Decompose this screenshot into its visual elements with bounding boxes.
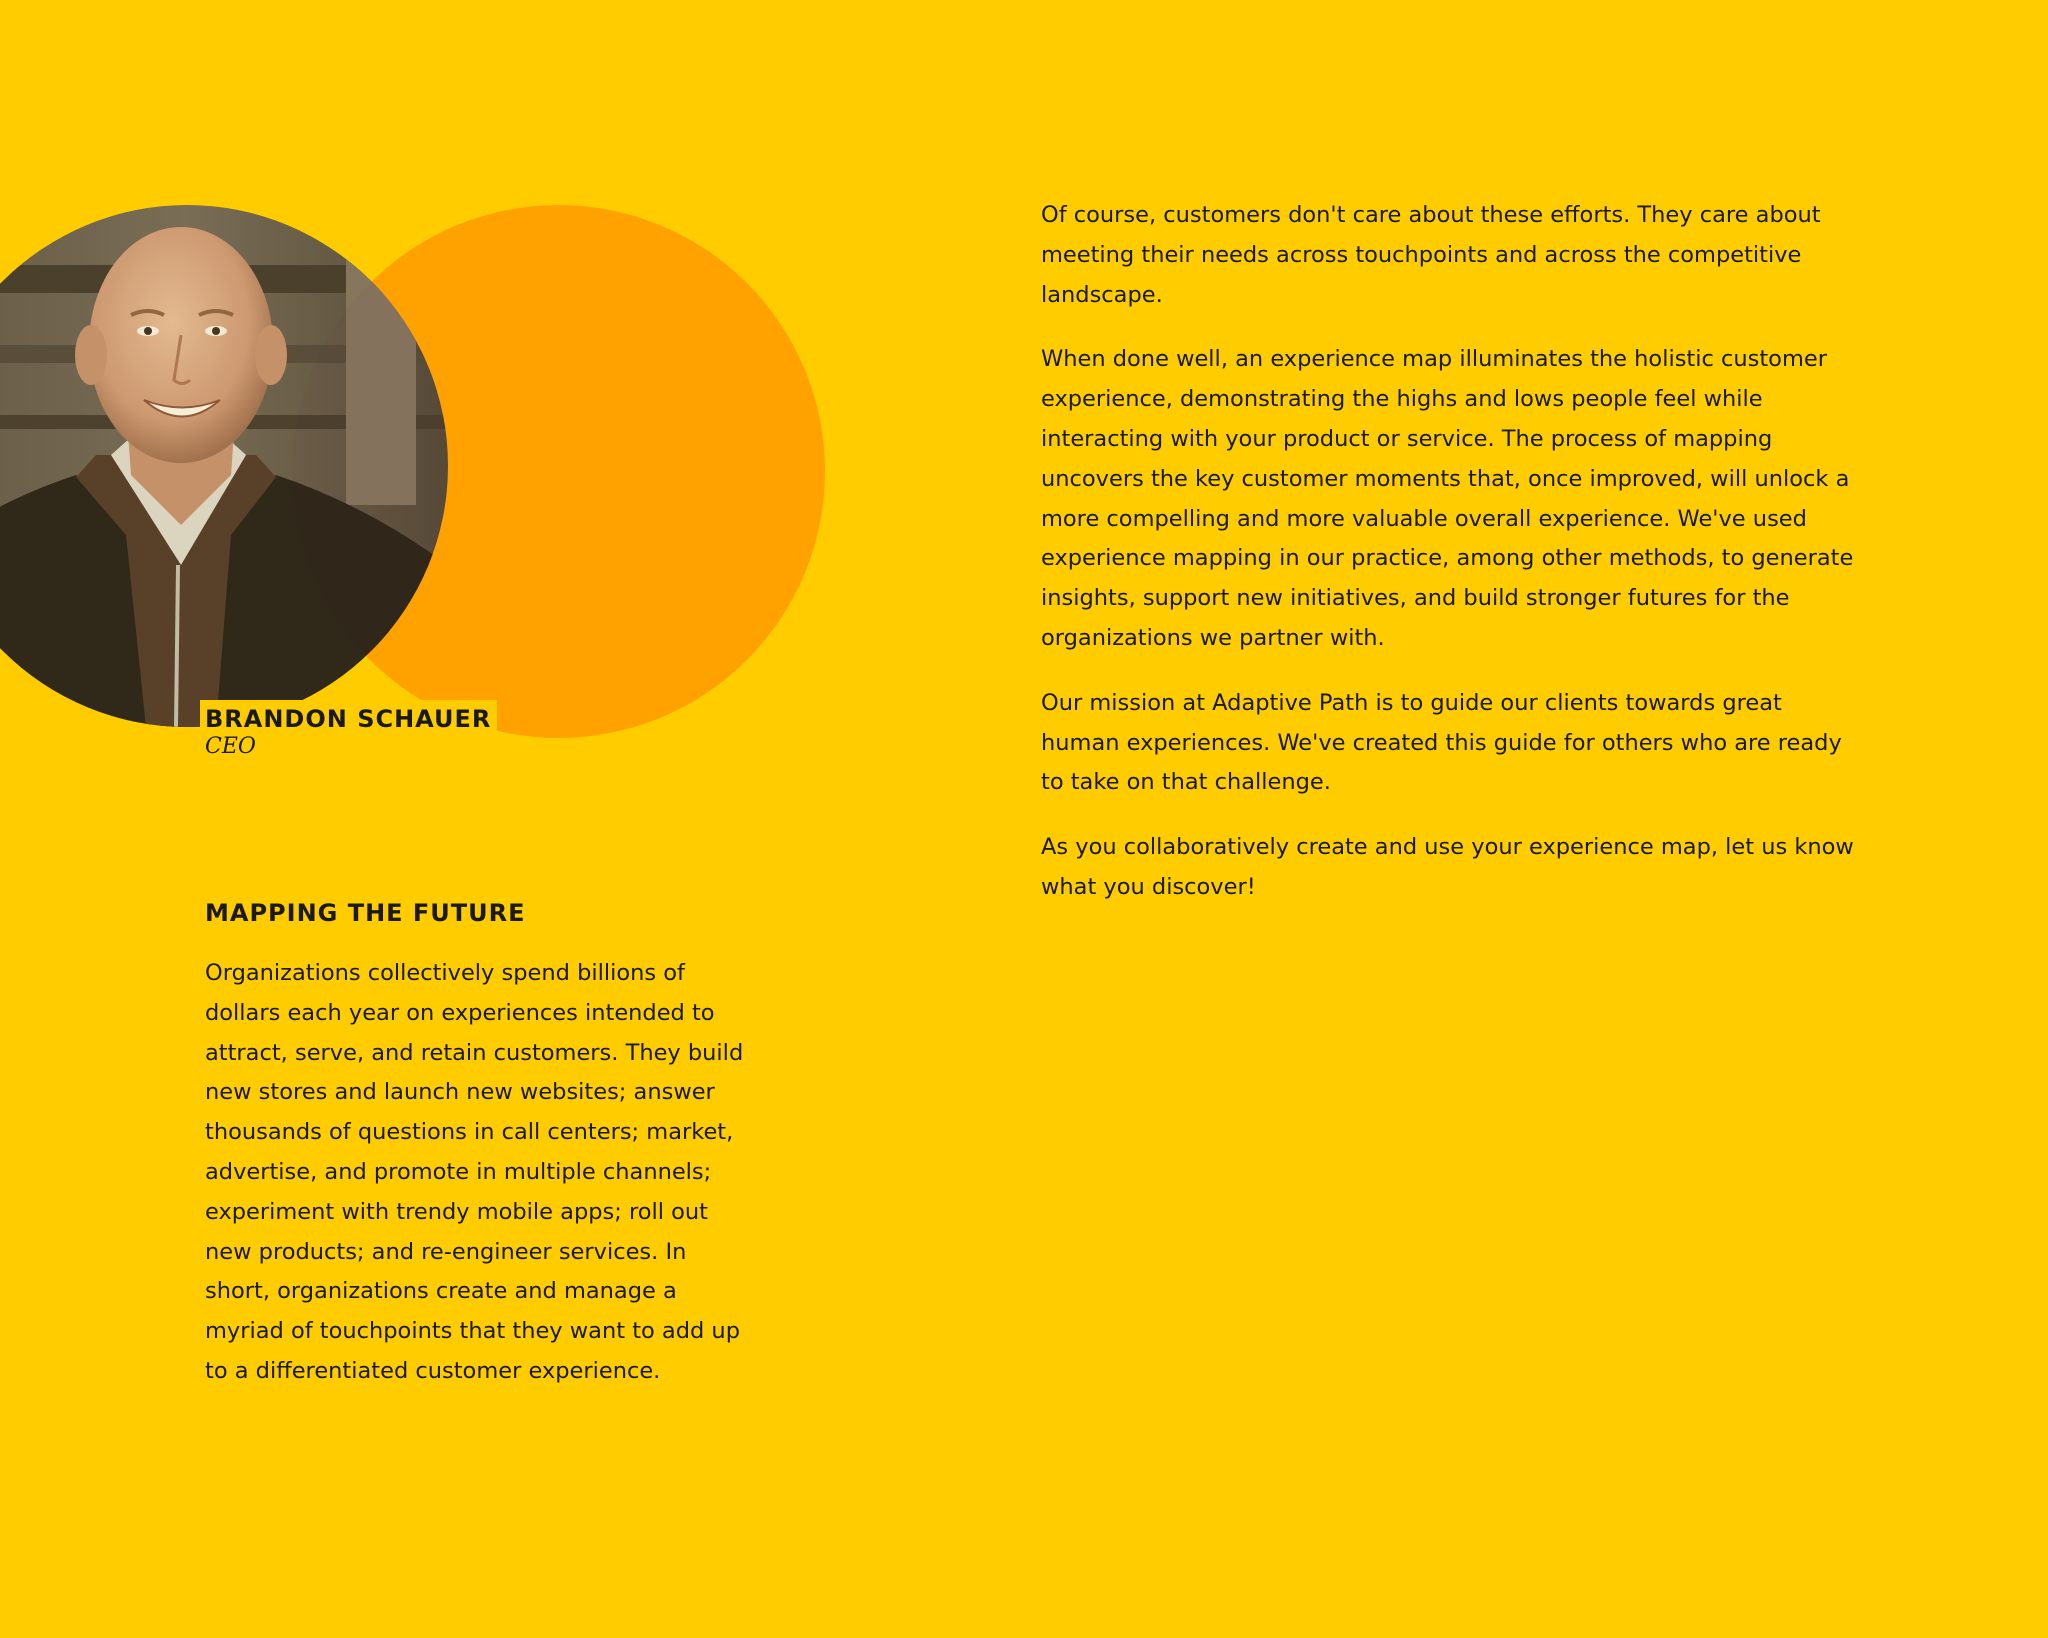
- person-role: CEO: [205, 734, 256, 759]
- paragraph-1: Of course, customers don't care about these efforts. They care about meeting their needs across touchpoints and across the competitive landscape.: [1041, 202, 1821, 308]
- paragraph-4: As you collaboratively create and use your experience map, let us know what you discover!: [1041, 834, 1854, 900]
- person-caption: [200, 700, 497, 760]
- section-body: Organizations collectively spend billions of dollars each year on experiences intended to attract, serve, and retain customers. They build new stores and launch new websites; answer thousands of questions in call centers; market, advertise, and promote in multiple channels; experiment with trendy mobile apps; roll out new products; and re-engineer services. In short, organizations create and manage a myriad of touchpoints that they want to add up to a differentiated customer experience.: [205, 960, 744, 1384]
- person-name: BRANDON SCHAUER: [205, 705, 492, 733]
- right-column-text: [1041, 196, 1861, 933]
- mapping-the-future-section: [205, 898, 745, 1392]
- section-heading: MAPPING THE FUTURE: [205, 899, 526, 927]
- paragraph-2: When done well, an experience map illuminates the holistic customer experience, demonstrating the highs and lows people feel while interacting with your product or service. The process of mapping uncovers the key customer moments that, once improved, will unlock a more compelling and more valuable overall experience. We've used experience mapping in our practice, among other methods, to generate insights, support new initiatives, and build stronger futures for the organizations we partner with.: [1041, 346, 1854, 651]
- paragraph-3: Our mission at Adaptive Path is to guide our clients towards great human experiences. We've created this guide for others who are ready to take on that challenge.: [1041, 689, 1842, 796]
